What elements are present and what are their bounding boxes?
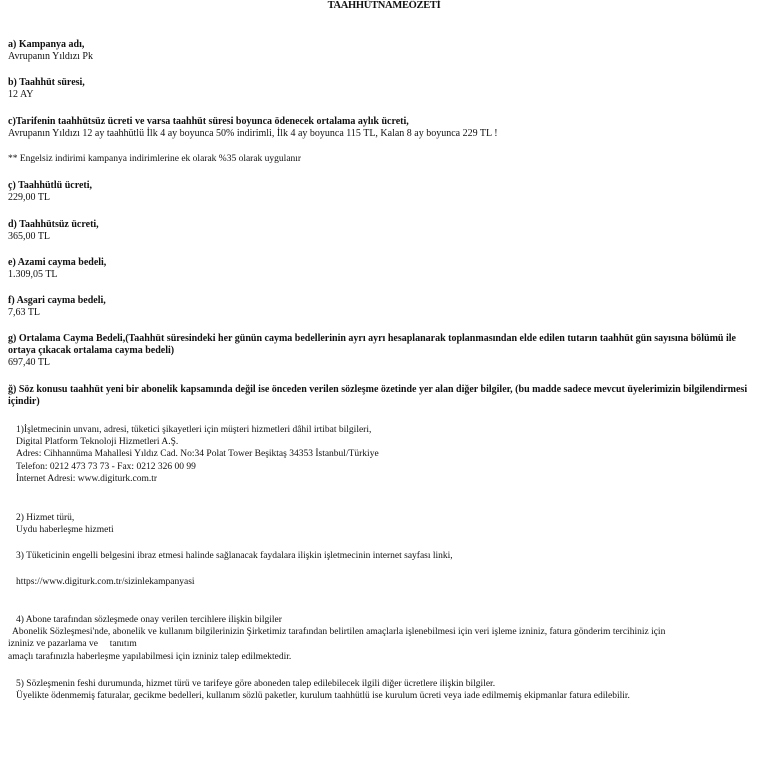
section-heading: g) Ortalama Cayma Bedeli,(Taahhüt süresindeki her günün cayma bedellerinin ayrı ayrı hesaplanarak toplanmasından elde edilen tutarın taahhüt gün sayısına bölümü ile ortaya çıkacak ortalama cayma bedeli) [8,333,736,356]
operator-info-heading: 1)İşletmecinin unvanı, adresi, tüketici şikayetleri için müşteri hizmetleri dâhil irtibat bilgileri, [16,425,372,435]
section-value: 365,00 TL [8,231,51,242]
consent-text: Abonelik Sözleşmesi'nde, abonelik ve kullanım bilgilerinizin Şirketimiz tarafından belirtilen amaçlarla işlenebilmesi için veri işleme izniniz, fatura gönderim tercihiniz için [12,627,666,638]
section-heading: a) Kampanya adı, [8,39,85,50]
section-heading: b) Taahhüt süresi, [8,77,85,88]
section-avg-cancellation-fee [8,333,758,369]
operator-website: İnternet Adresi: www.digiturk.com.tr [16,473,158,484]
disability-benefit-heading: 3) Tüketicinin engelli belgesini ibraz etmesi halinde sağlanacak faydalara ilişkin işletmecinin internet sayfası linki, [16,551,453,561]
termination-info [16,678,630,702]
section-heading: c)Tarifenin taahhütsüz ücreti ve varsa taahhüt süresi boyunca ödenecek ortalama aylık ücreti, [8,116,409,127]
document-title: TAAHHÜTNAMEÖZETİ [327,0,441,11]
service-type-value: Uydu haberleşme hizmeti [16,525,114,536]
termination-heading: 5) Sözleşmenin feshi durumunda, hizmet türü ve tarifeye göre aboneden talep edilebilecek ilgili diğer ücretlere ilişkin bilgiler. [16,679,496,689]
section-heading: d) Taahhütsüz ücreti, [8,219,99,230]
termination-text: Üyelikte ödenmemiş faturalar, gecikme bedelleri, kullanım sözlü paketler, kurulum taahhütlü ise kurulum ücreti veya iade edilmemiş ekipmanlar fatura edilebilir. [16,691,630,702]
section-heading: ç) Taahhütlü ücreti, [8,180,92,191]
section-commitment-period [8,77,758,101]
discount-note: ** Engelsiz indirimi kampanya indirimlerine ek olarak %35 olarak uygulanır [8,154,302,164]
section-min-cancellation-fee [8,295,758,319]
section-value: 697,40 TL [8,357,51,368]
service-type-info [16,512,114,536]
section-uncommitted-fee [8,219,758,243]
section-value: 229,00 TL [8,192,51,203]
section-heading: ğ) Söz konusu taahhüt yeni bir abonelik kapsamında değil ise önceden verilen sözleşme özetinde yer alan diğer bilgiler, (bu madde sadece mevcut üyelerimizin bilgilendirmesi içindir) [8,384,748,407]
operator-address: Adres: Cihhannüma Mahallesi Yıldız Cad. No:34 Polat Tower Beşiktaş 34353 İstanbul/Türkiye [16,449,379,460]
consent-heading: 4) Abone tarafından sözleşmede onay verilen tercihlere ilişkin bilgiler [16,615,282,625]
operator-phone: Telefon: 0212 473 73 73 - Fax: 0212 326 00 99 [16,461,196,472]
section-other-info [8,384,758,408]
section-value: Avrupanın Yıldızı 12 ay taahhütlü İlk 4 ay boyunca 50% indirimli, İlk 4 ay boyunca 115 TL, Kalan 8 ay boyunca 229 TL ! [8,128,498,139]
consent-text: izniniz ve pazarlama ve tanıtım [8,639,137,650]
service-type-heading: 2) Hizmet türü, [16,513,75,523]
section-value: 1.309,05 TL [8,269,58,280]
section-value: 7,63 TL [8,307,41,318]
section-heading: f) Asgari cayma bedeli, [8,295,106,306]
section-tariff-fee [8,116,758,140]
consent-text: amaçlı tarafınızla haberleşme yapılabilmesi için izniniz talep edilmektedir. [8,651,292,662]
consent-info [0,614,665,663]
section-committed-fee [8,180,758,204]
section-heading: e) Azami cayma bedeli, [8,257,107,268]
operator-company-name: Digital Platform Teknoloji Hizmetleri A.Ş. [16,437,179,448]
operator-info [16,424,379,485]
campaign-link: https://www.digiturk.com.tr/sizinlekampanyasi [16,577,195,587]
section-value: Avrupanın Yıldızı Pk [8,51,93,62]
section-value: 12 AY [8,89,34,100]
section-campaign-name [8,39,758,63]
section-max-cancellation-fee [8,257,758,281]
